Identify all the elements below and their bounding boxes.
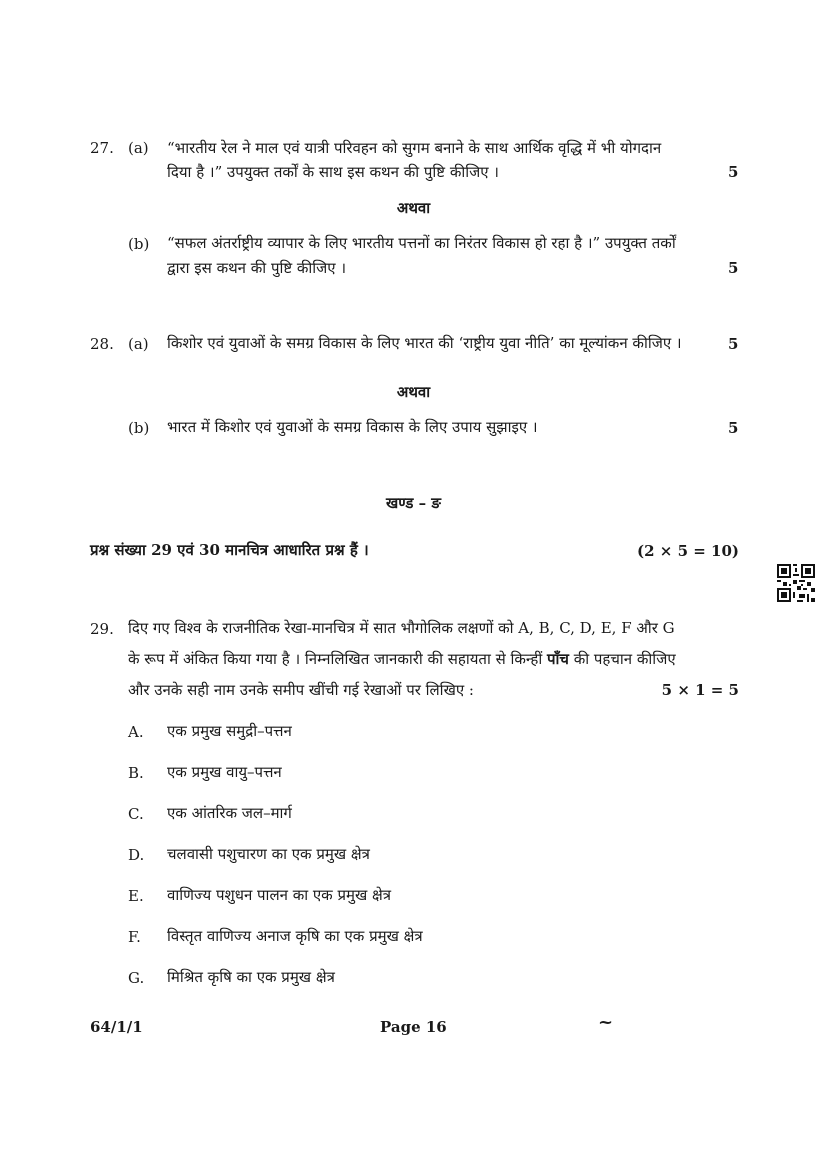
q27b-label: (b) — [128, 235, 150, 253]
q28-number: 28. — [90, 335, 114, 353]
q29-line2 — [128, 649, 676, 669]
q29-item-label: C. — [128, 805, 144, 823]
q29-item-label: B. — [128, 764, 144, 782]
q29-item-text: चलवासी पशुचारण का एक प्रमुख क्षेत्र — [167, 845, 370, 863]
q29-item-text: एक आंतरिक जल–मार्ग — [167, 804, 292, 822]
q29-item-label: E. — [128, 887, 144, 905]
q28b-marks: 5 — [728, 419, 739, 437]
q29-item-label: F. — [128, 928, 141, 946]
q27a-label: (a) — [128, 139, 149, 157]
footer-page-number: Page 16 — [380, 1018, 447, 1036]
qr-code-icon — [777, 564, 815, 602]
q29-item-text: मिश्रित कृषि का एक प्रमुख क्षेत्र — [167, 968, 335, 986]
q28a-marks: 5 — [728, 335, 739, 353]
q28a-label: (a) — [128, 335, 149, 353]
q27b-marks: 5 — [728, 259, 739, 277]
q27a-marks: 5 — [728, 163, 739, 181]
footer-paper-code: 64/1/1 — [90, 1018, 143, 1036]
q29-item-text: वाणिज्य पशुधन पालन का एक प्रमुख क्षेत्र — [167, 886, 392, 904]
q28a-text: किशोर एवं युवाओं के समग्र विकास के लिए भारत की ‘राष्ट्रीय युवा नीति’ का मूल्यांकन कीजिए । — [167, 334, 682, 352]
q29-item-text: एक प्रमुख वायु–पत्तन — [167, 763, 282, 781]
q28b-text: भारत में किशोर एवं युवाओं के समग्र विकास के लिए उपाय सुझाइए । — [167, 418, 538, 436]
q29-marks: 5 × 1 = 5 — [661, 681, 739, 699]
q29-item-label: D. — [128, 846, 145, 864]
q29-line1: दिए गए विश्व के राजनीतिक रेखा-मानचित्र में सात भौगोलिक लक्षणों को A, B, C, D, E, F और G — [128, 619, 675, 637]
q29-item-label: A. — [128, 723, 144, 741]
q28b-label: (b) — [128, 419, 150, 437]
q28-or: अथवा — [396, 383, 431, 401]
q29-item-label: G. — [128, 969, 145, 987]
q29-line3: और उनके सही नाम उनके समीप खींची गई रेखाओं पर लिखिए : — [128, 681, 474, 699]
q27-number: 27. — [90, 139, 114, 157]
q29-line2-pre: के रूप में अंकित किया गया है । निम्नलिखित जानकारी की सहायता से किन्हीं — [128, 650, 548, 668]
footer-tilde: ~ — [598, 1012, 614, 1033]
section-instruction: प्रश्न संख्या 29 एवं 30 मानचित्र आधारित प्रश्न हैं । — [90, 541, 369, 559]
q29-item-text: विस्तृत वाणिज्य अनाज कृषि का एक प्रमुख क्षेत्र — [167, 927, 423, 945]
q27b-line2: द्वारा इस कथन की पुष्टि कीजिए । — [167, 259, 347, 277]
q27b-line1: “सफल अंतर्राष्ट्रीय व्यापार के लिए भारतीय पत्तनों का निरंतर विकास हो रहा है ।” उपयुक्त तर्कों — [167, 234, 676, 252]
q27a-line2: दिया है ।” उपयुक्त तर्कों के साथ इस कथन की पुष्टि कीजिए । — [167, 163, 499, 181]
q27-or: अथवा — [396, 199, 431, 217]
section-marks: (2 × 5 = 10) — [637, 542, 739, 560]
q29-line2-bold: पाँच — [547, 650, 569, 668]
q29-number: 29. — [90, 620, 114, 638]
q29-line2-post: की पहचान कीजिए — [568, 650, 676, 668]
q29-item-text: एक प्रमुख समुद्री–पत्तन — [167, 722, 292, 740]
section-title: खण्ड – ङ — [386, 494, 441, 512]
q27a-line1: “भारतीय रेल ने माल एवं यात्री परिवहन को सुगम बनाने के साथ आर्थिक वृद्धि में भी योगदान — [167, 139, 662, 157]
